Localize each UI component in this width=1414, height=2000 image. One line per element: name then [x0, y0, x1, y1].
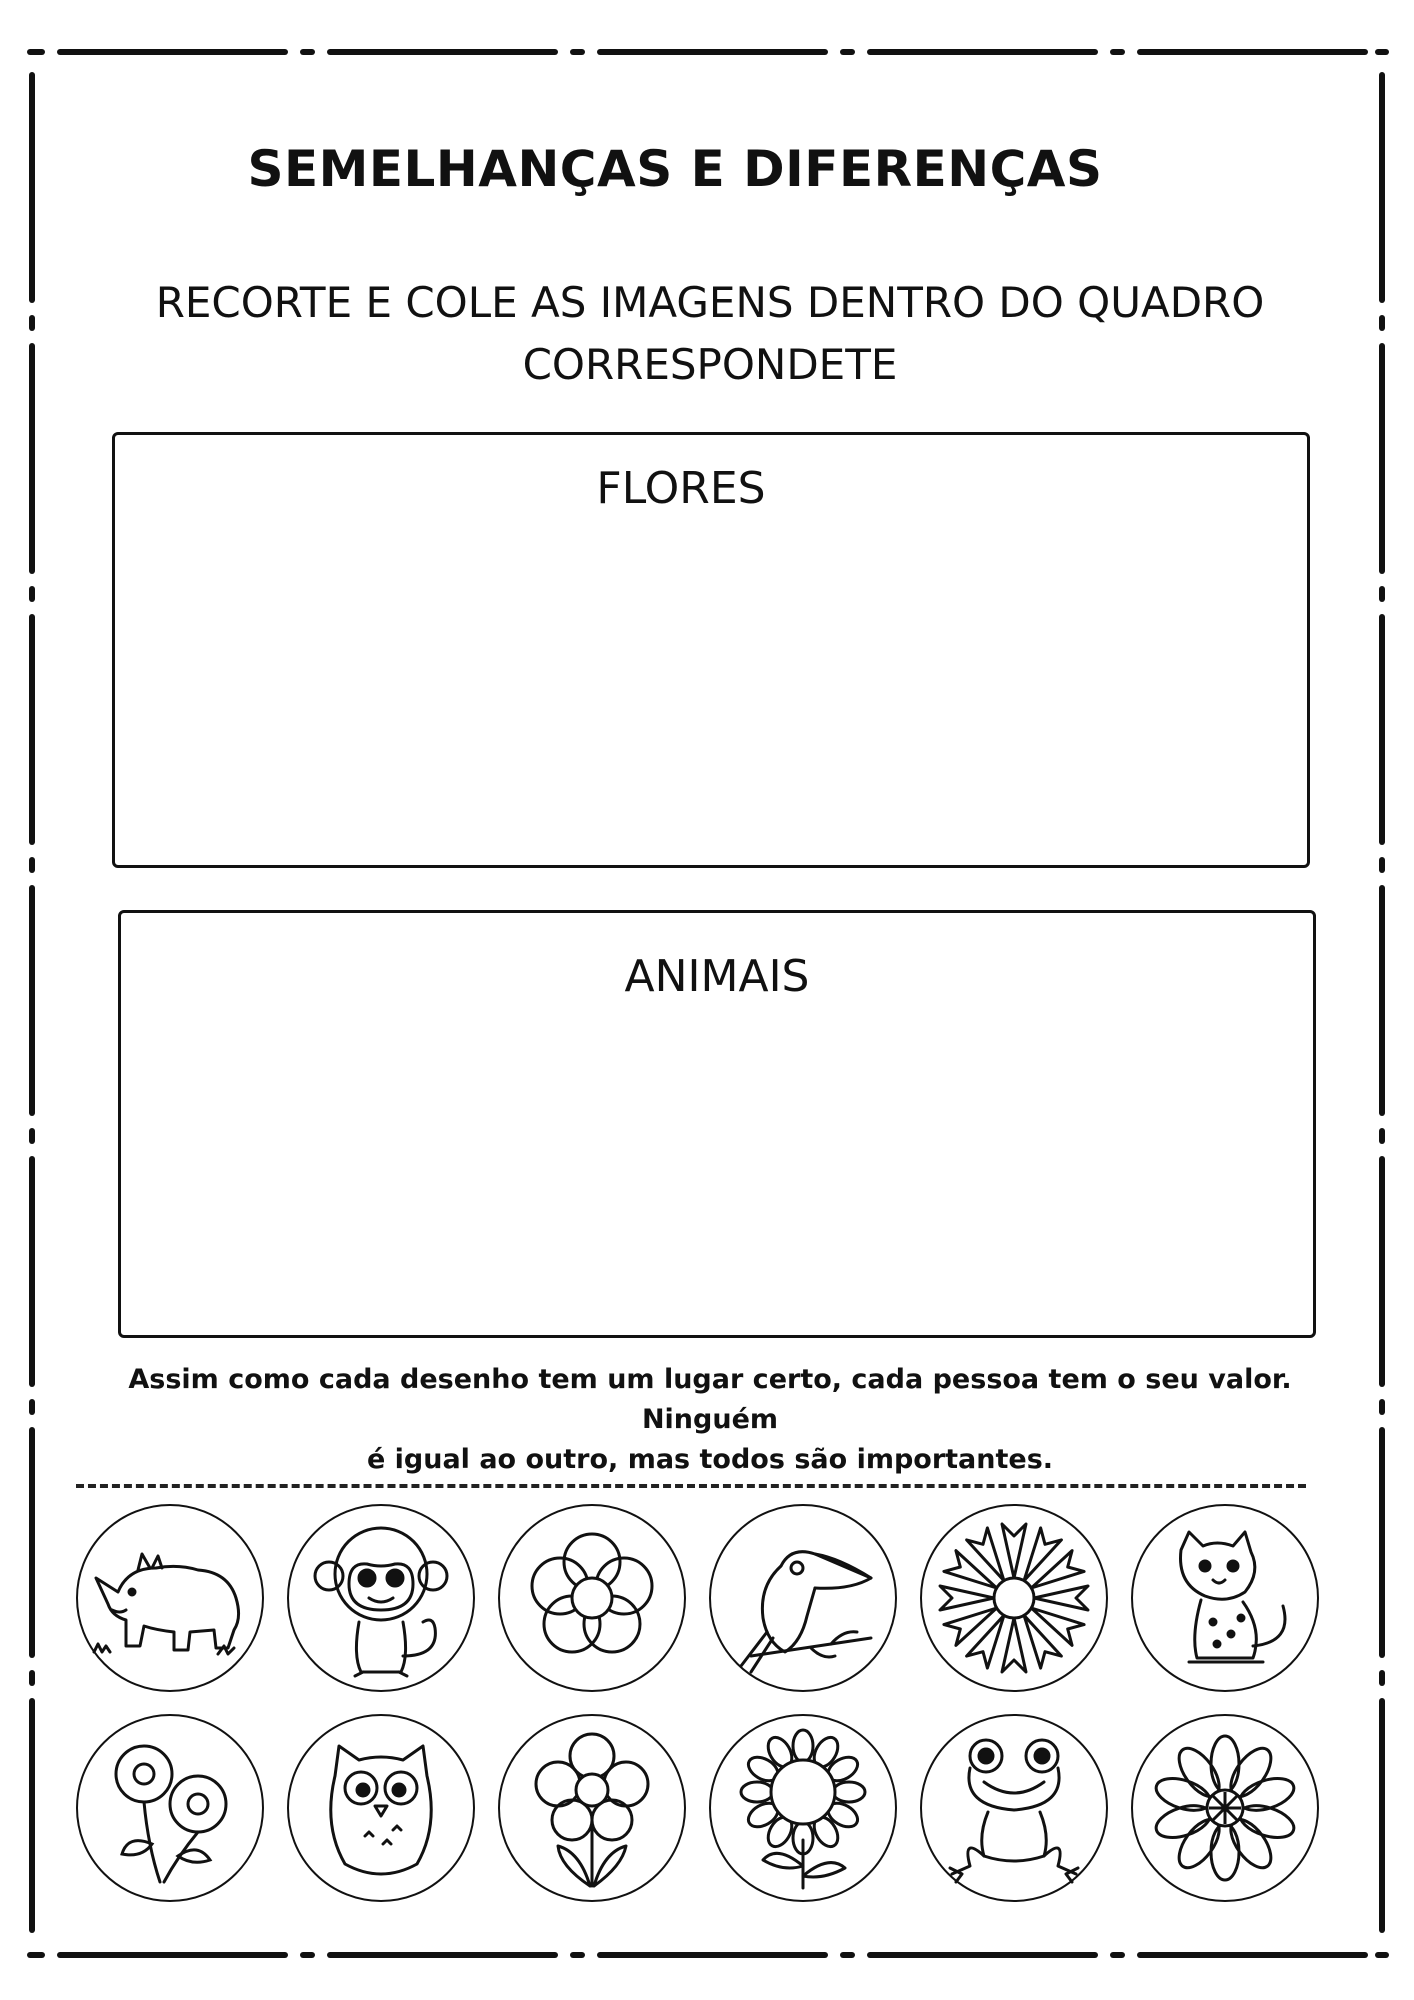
- sunflower-petals-icon: [922, 1506, 1106, 1690]
- toucan-icon: [711, 1506, 895, 1690]
- leopard-icon: [1133, 1506, 1317, 1690]
- rhino-icon: [78, 1506, 262, 1690]
- flower-icon: [500, 1506, 684, 1690]
- cutout-owl[interactable]: [287, 1714, 475, 1902]
- cutout-monkey[interactable]: [287, 1504, 475, 1692]
- sunflower-icon: [711, 1716, 895, 1900]
- cut-line: [76, 1484, 1306, 1488]
- cutout-toucan[interactable]: [709, 1504, 897, 1692]
- daisy-icon: [1133, 1716, 1317, 1900]
- flowers-box[interactable]: [112, 432, 1310, 868]
- flowers-bouquet-icon: [78, 1716, 262, 1900]
- instruction-line-2: CORRESPONDETE: [522, 340, 898, 389]
- instruction-line-1: RECORTE E COLE AS IMAGENS DENTRO DO QUADRO: [155, 278, 1265, 327]
- owl-icon: [289, 1716, 473, 1900]
- monkey-icon: [289, 1506, 473, 1690]
- cutout-sunflower-petals[interactable]: [920, 1504, 1108, 1692]
- cutout-sunflower[interactable]: [709, 1714, 897, 1902]
- animals-box-label: ANIMAIS: [624, 951, 810, 1002]
- value-message-line-2: é igual ao outro, mas todos são importantes.: [366, 1444, 1054, 1475]
- cutout-leopard[interactable]: [1131, 1504, 1319, 1692]
- cutout-frog[interactable]: [920, 1714, 1108, 1902]
- instruction-text: [120, 272, 1300, 396]
- flowers-box-label: FLORES: [596, 463, 766, 514]
- animals-box[interactable]: [118, 910, 1316, 1338]
- value-message-line-1: Assim como cada desenho tem um lugar certo, cada pessoa tem o seu valor. Ninguém: [128, 1364, 1292, 1435]
- cutout-tulip-flower[interactable]: [498, 1714, 686, 1902]
- cutout-flower[interactable]: [498, 1504, 686, 1692]
- cutout-daisy[interactable]: [1131, 1714, 1319, 1902]
- frog-icon: [922, 1716, 1106, 1900]
- cutout-flowers-bouquet[interactable]: [76, 1714, 264, 1902]
- tulip-flower-icon: [500, 1716, 684, 1900]
- cutout-rhino[interactable]: [76, 1504, 264, 1692]
- value-message: [90, 1360, 1330, 1480]
- page-title: SEMELHANÇAS E DIFERENÇAS: [247, 140, 1103, 198]
